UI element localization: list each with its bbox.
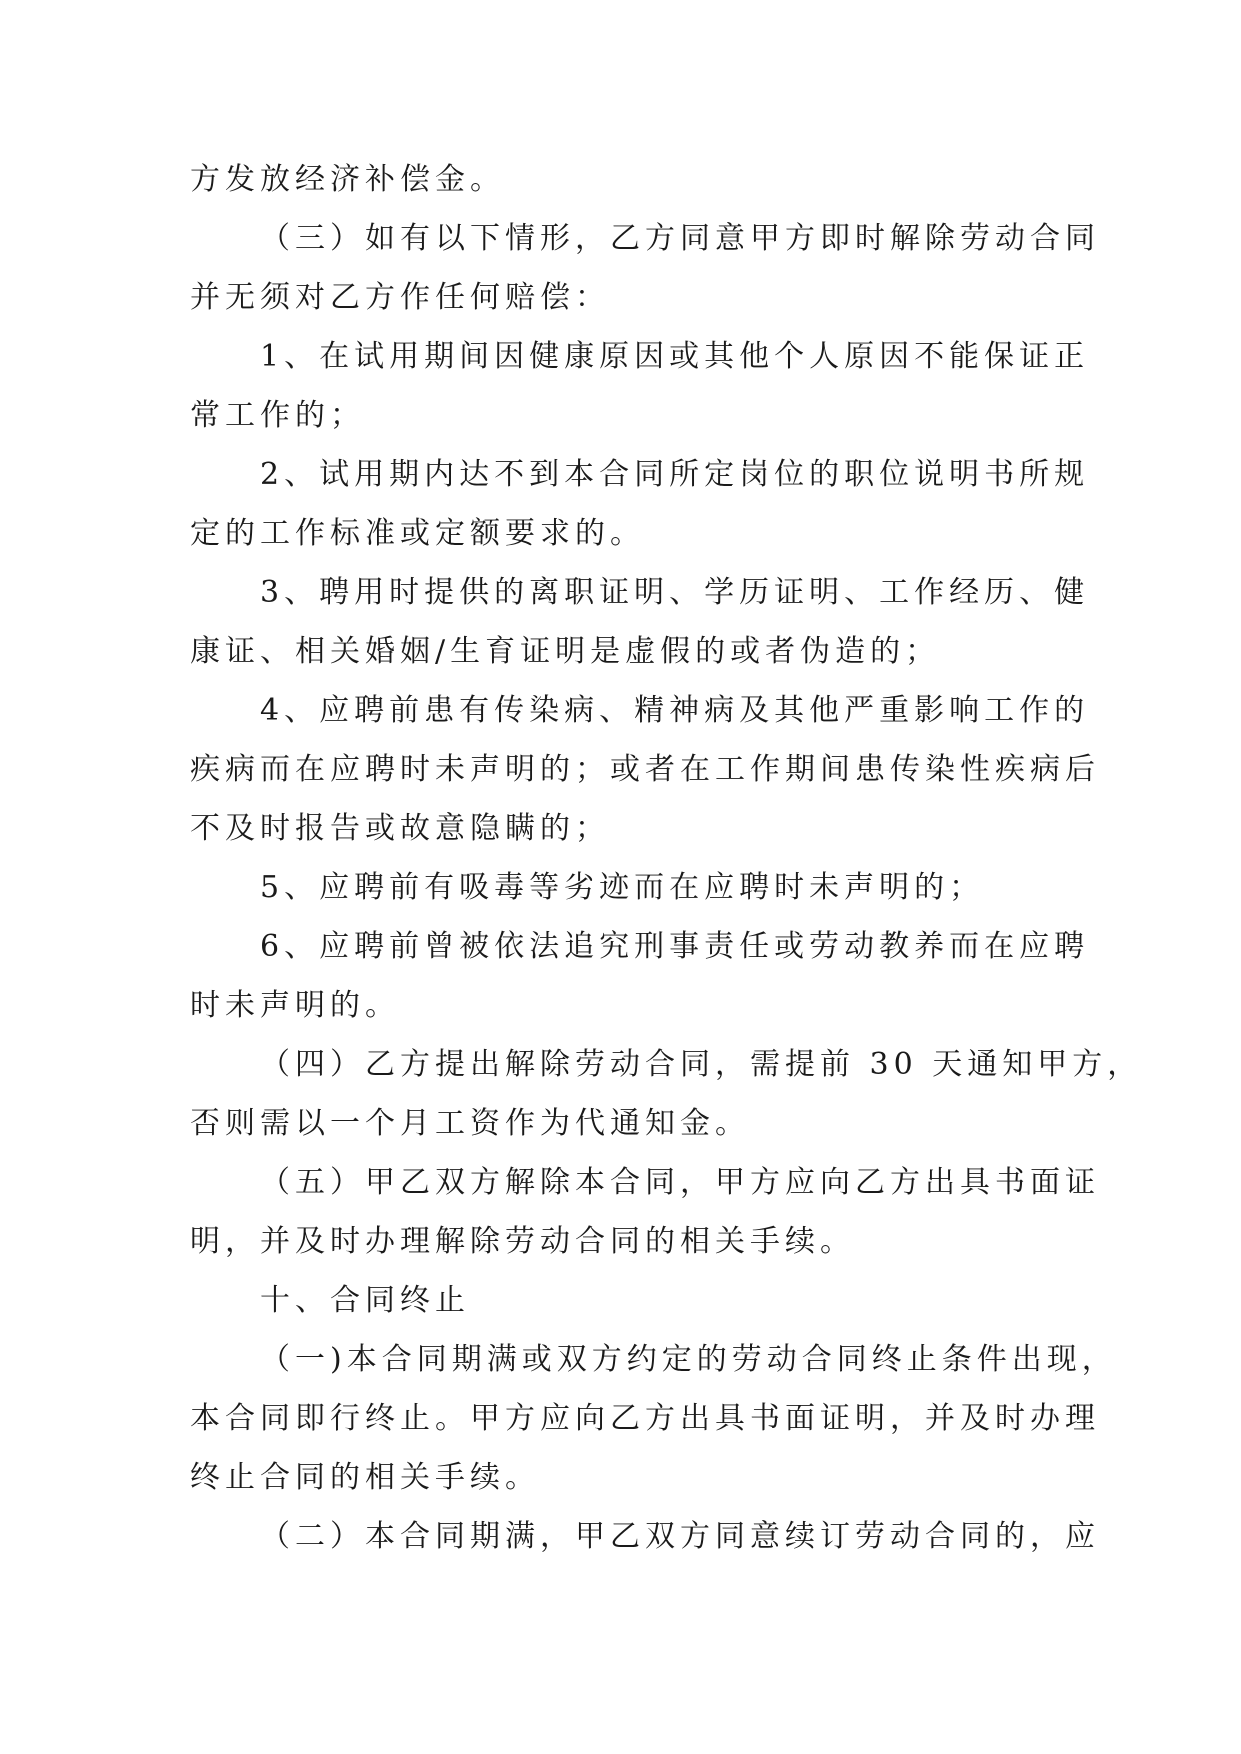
section-heading: 十、合同终止 — [260, 1283, 470, 1318]
text-line: （四）乙方提出解除劳动合同，需提前 30 天通知甲方， — [260, 1047, 1143, 1082]
text-line: 时未声明的。 — [190, 988, 400, 1023]
document-body — [190, 150, 1143, 1566]
text-line: （五）甲乙双方解除本合同，甲方应向乙方出具书面证 — [260, 1165, 1100, 1200]
text-line: 本合同即行终止。甲方应向乙方出具书面证明，并及时办理 — [190, 1401, 1100, 1436]
text-line: 2、试用期内达不到本合同所定岗位的职位说明书所规 — [260, 457, 1090, 492]
text-line: （二）本合同期满，甲乙双方同意续订劳动合同的，应 — [260, 1519, 1100, 1554]
text-line: 疾病而在应聘时未声明的；或者在工作期间患传染性疾病后 — [190, 752, 1100, 787]
text-line: 不及时报告或故意隐瞒的； — [190, 811, 610, 846]
text-line: （三）如有以下情形，乙方同意甲方即时解除劳动合同 — [260, 221, 1100, 256]
text-line: 定的工作标准或定额要求的。 — [190, 516, 645, 551]
text-line: （一)本合同期满或双方约定的劳动合同终止条件出现， — [260, 1342, 1117, 1377]
text-line: 4、应聘前患有传染病、精神病及其他严重影响工作的 — [260, 693, 1090, 728]
text-line: 终止合同的相关手续。 — [190, 1460, 540, 1495]
text-line: 方发放经济补偿金。 — [190, 162, 505, 197]
text-line: 常工作的； — [190, 398, 365, 433]
text-line: 1、在试用期间因健康原因或其他个人原因不能保证正 — [260, 339, 1090, 374]
text-line: 并无须对乙方作任何赔偿： — [190, 280, 610, 315]
text-line: 3、聘用时提供的离职证明、学历证明、工作经历、健 — [260, 575, 1090, 610]
text-line: 明，并及时办理解除劳动合同的相关手续。 — [190, 1224, 855, 1259]
text-line: 康证、相关婚姻/生育证明是虚假的或者伪造的； — [190, 634, 941, 669]
text-line: 5、应聘前有吸毒等劣迹而在应聘时未声明的； — [260, 870, 985, 905]
text-line: 否则需以一个月工资作为代通知金。 — [190, 1106, 750, 1141]
text-line: 6、应聘前曾被依法追究刑事责任或劳动教养而在应聘 — [260, 929, 1090, 964]
